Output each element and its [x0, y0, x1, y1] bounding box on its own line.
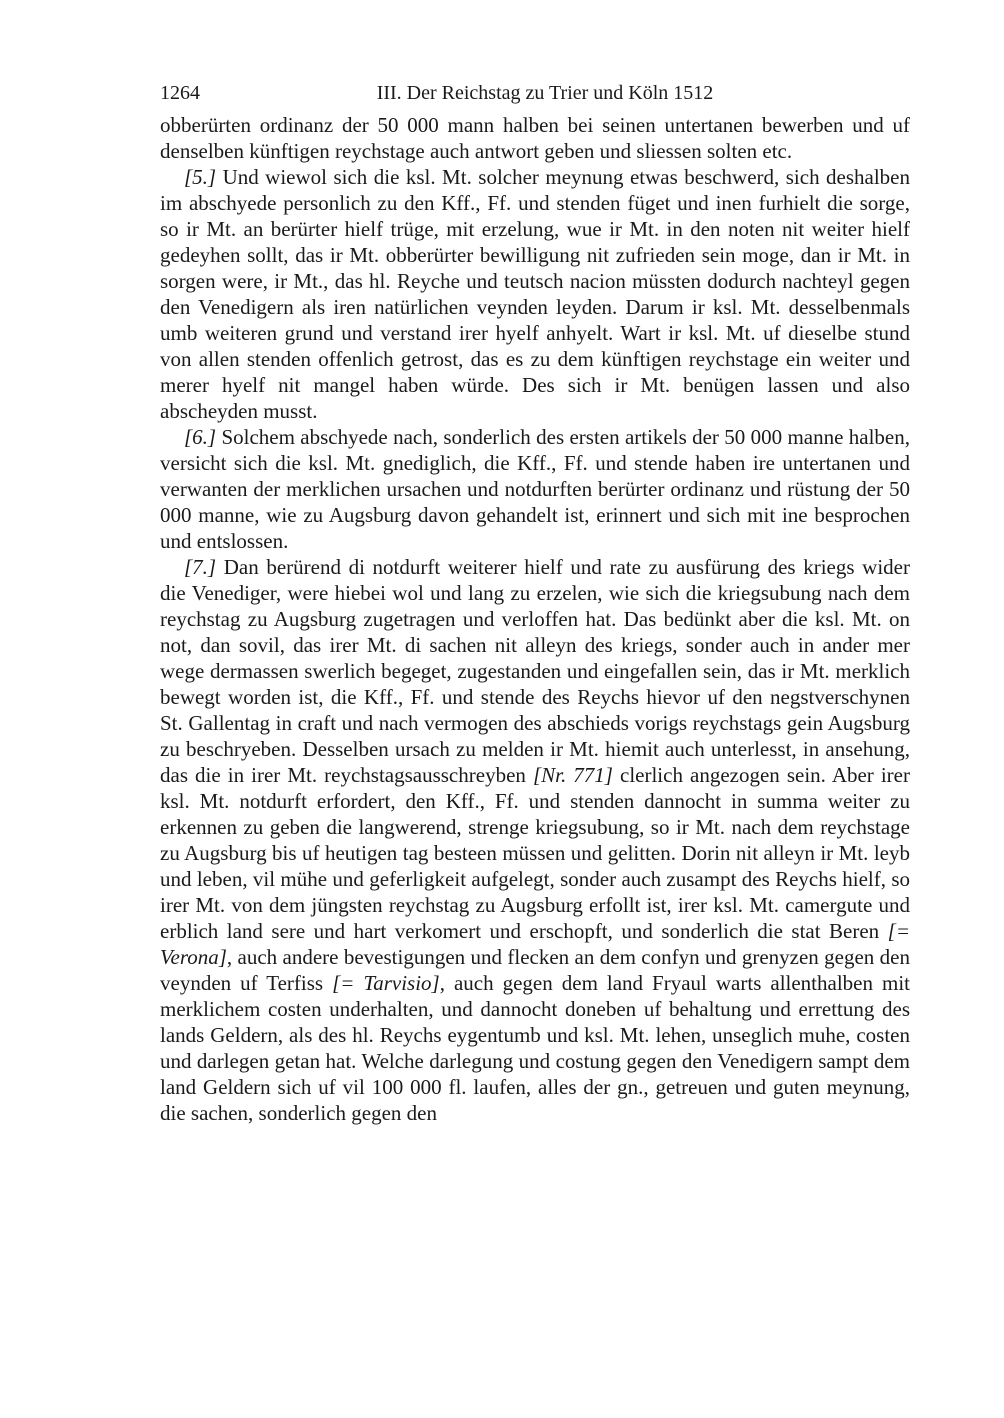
- editorial-gloss: [= Verona]: [160, 919, 910, 969]
- paragraph-7: [160, 554, 910, 1126]
- text-run: obberürten ordinanz der 50 000 mann halben bei seinen untertanen bewerben und uf denselben künftigen reychstage auch antwort geben und sliessen solten etc.: [160, 113, 910, 163]
- document-page: [160, 78, 910, 1126]
- text-run: Dan berürend di notdurft weiterer hielf und rate zu ausfürung des kriegs wider die Venediger, were hiebei wol und lang zu erzelen, wie sich die kriegsubung nach dem reychstag zu Augsburg zugetragen und verloffen hat. Das bedünkt aber die ksl. Mt. on not, dan sovil, das irer Mt. di sachen nit alleyn des kriegs, sonder auch in ander mer wege dermassen swerlich begeget, zugestanden und eingefallen sein, das ir Mt. merklich bewegt worden ist, die Kff., Ff. und stende des Reychs hievor uf den negstverschynen St. Gallentag in craft und nach vermogen des abschieds vorigs reychstags gein Augsburg zu beschryeben. Desselben ursach zu melden ir Mt. hiemit auch unterlesst, in ansehung, das die in irer Mt. reychstagsausschreyben: [160, 555, 910, 787]
- paragraph-number: [7.]: [184, 555, 217, 579]
- editorial-gloss: [= Tarvisio]: [332, 971, 440, 995]
- paragraph-number: [6.]: [184, 425, 217, 449]
- running-header: [160, 78, 910, 108]
- body-text: [160, 112, 910, 1126]
- paragraph-number: [5.]: [184, 165, 217, 189]
- running-title: III. Der Reichstag zu Trier und Köln 1512: [376, 82, 714, 104]
- text-run: Und wiewol sich die ksl. Mt. solcher meynung etwas beschwerd, sich deshalben im abschyede personlich zu den Kff., Ff. und stenden füget und inen furhielt die sorge, so ir Mt. an berürter hielf trüge, mit erzelung, wue ir Mt. in den noten nit weiter hielf gedeyhen sollt, das ir Mt. obberürter bewilligung nit zufrieden sein moge, dan ir Mt. in sorgen were, ir Mt., das hl. Reyche und teutsch nacion müssten dodurch nachteyl gegen den Venedigern als iren natürlichen veynden leyden. Darum ir ksl. Mt. desselbenmals umb weiteren grund und verstand irer hyelf anhyelt. Wart ir ksl. Mt. uf dieselbe stund von allen stenden offenlich getrost, das es zu dem künftigen reychstage ein weiter und merer hyelf nit mangel haben würde. Des sich ir Mt. benügen lassen und also abscheyden musst.: [160, 165, 910, 423]
- page-number: 1264: [160, 82, 200, 104]
- text-run: , auch gegen dem land Fryaul warts allenthalben mit merklichem costen underhalten, und dannocht doneben uf behaltung und errettung des lands Geldern, als des hl. Reychs eygentumb und ksl. Mt. lehen, unseglich muhe, costen und darlegen getan hat. Welche darlegung und costung gegen den Venedigern sampt dem land Geldern sich uf vil 100 000 fl. laufen, alles der gn., getreuen und guten meynung, die sachen, sonderlich gegen den: [160, 971, 910, 1125]
- text-run: Solchem abschyede nach, sonderlich des ersten artikels der 50 000 manne halben, versicht sich die ksl. Mt. gnediglich, die Kff., Ff. und stende haben ire untertanen und verwanten der merklichen ursachen und notdurften berürter ordinanz und rüstung der 50 000 manne, wie zu Augsburg davon gehandelt ist, erinnert und sich mit ine besprochen und entslossen.: [160, 425, 910, 553]
- paragraph-5: [160, 164, 910, 424]
- paragraph-6: [160, 424, 910, 554]
- paragraph-continuation: [160, 112, 910, 164]
- text-run: clerlich angezogen sein. Aber irer ksl. Mt. notdurft erfordert, den Kff., Ff. und stenden dannocht in summa weiter zu erkennen zu geben die langwerend, strenge kriegsubung, so ir Mt. nach dem reychstage zu Augsburg bis uf heutigen tag besteen müssen und gelitten. Dorin nit alleyn ir Mt. leyb und leben, vil mühe und geferligkeit aufgelegt, sonder auch zusampt des Reychs hielf, so irer Mt. von dem jüngsten reychstag zu Augsburg erfollt ist, irer ksl. Mt. camergute und erblich land sere und hart verkomert und erschopft, und sonderlich die stat Beren: [160, 763, 910, 943]
- editorial-reference: [Nr. 771]: [532, 763, 613, 787]
- text-run: , auch andere bevestigungen und flecken an dem confyn und grenyzen gegen den veynden uf Terfiss: [160, 945, 910, 995]
